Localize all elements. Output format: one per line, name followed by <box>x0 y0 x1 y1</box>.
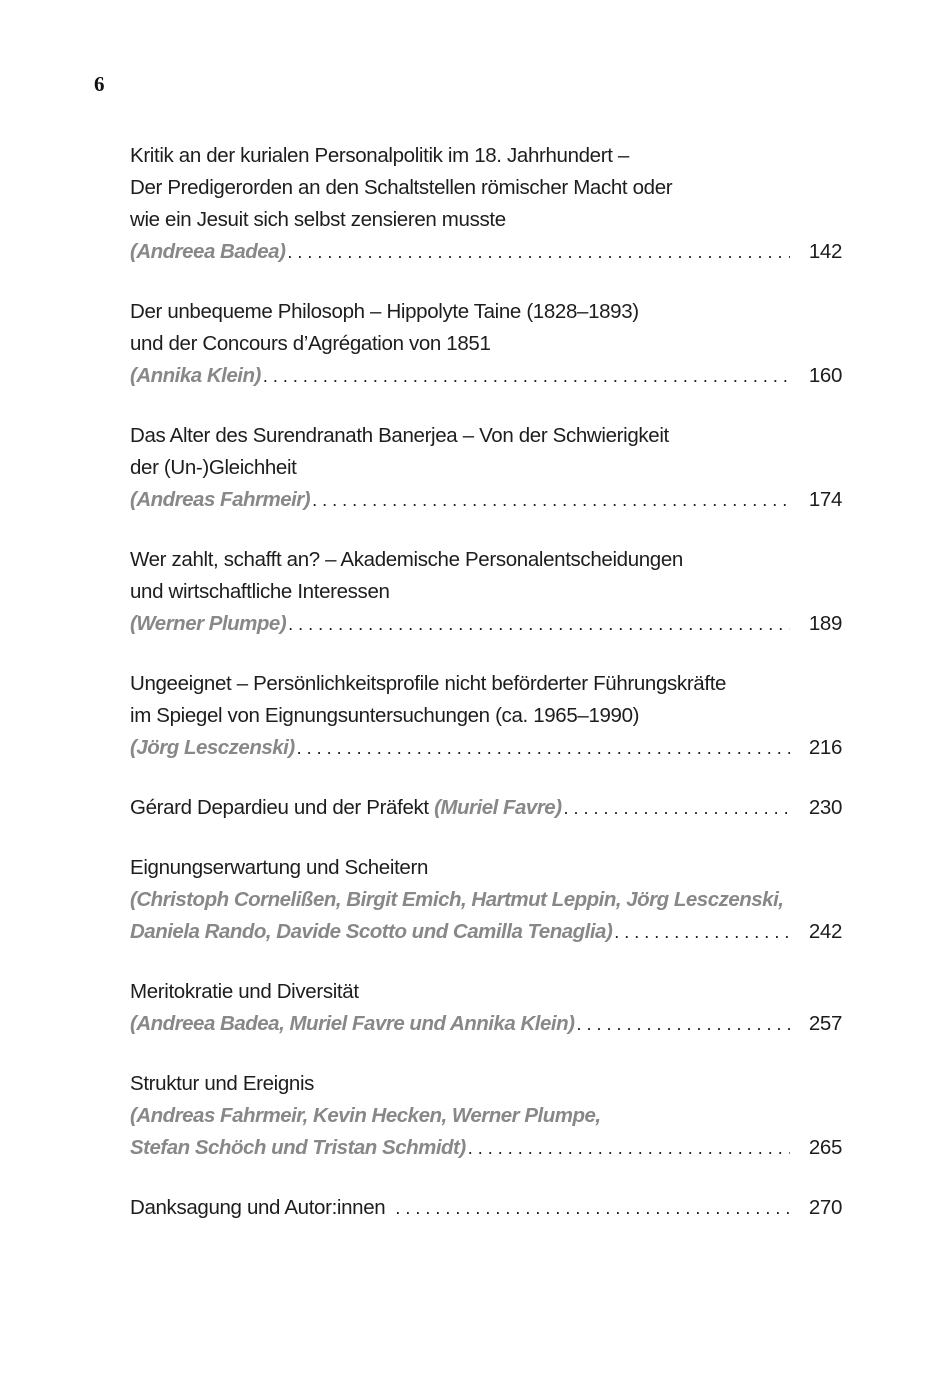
entry-author: (Andreea Badea) <box>130 240 286 263</box>
entry-page-number: 189 <box>808 612 842 635</box>
entry-title-line: und wirtschaftliche Interessen <box>130 580 390 603</box>
leader-dots <box>395 1192 790 1224</box>
entry-author: (Jörg Lesczenski) <box>130 736 295 759</box>
entry-author: (Andreea Badea, Muriel Favre und Annika Klein) <box>130 1012 575 1035</box>
leader-dots <box>312 484 790 516</box>
entry-page-number: 270 <box>808 1196 842 1219</box>
leader-dots <box>297 732 790 764</box>
entry-title-line: Ungeeignet – Persönlichkeitsprofile nicht beförderter Führungskräfte <box>130 672 727 695</box>
entry-title-line: und der Concours d’Agrégation von 1851 <box>130 332 491 355</box>
entry-title-line: der (Un-)Gleichheit <box>130 456 297 479</box>
entry-page-number: 242 <box>808 920 842 943</box>
entry-author-line: (Andreas Fahrmeir, Kevin Hecken, Werner Plumpe, <box>130 1104 601 1127</box>
entry-title-line: Wer zahlt, schafft an? – Akademische Personalentscheidungen <box>130 548 683 571</box>
entry-page-number: 216 <box>808 736 842 759</box>
toc-entry <box>130 1068 842 1164</box>
entry-title-line: Das Alter des Surendranath Banerjea – Von der Schwierigkeit <box>130 424 669 447</box>
leader-dots <box>287 236 790 268</box>
entry-author: (Werner Plumpe) <box>130 612 287 635</box>
entry-title-line: Der Predigerorden an den Schaltstellen römischer Macht oder <box>130 176 673 199</box>
leader-dots <box>468 1132 790 1164</box>
entry-title-line: Der unbequeme Philosoph – Hippolyte Taine (1828–1893) <box>130 300 639 323</box>
entry-final-line <box>130 1192 842 1224</box>
leader-dots <box>614 916 790 948</box>
toc-entry <box>130 792 842 824</box>
leader-dots <box>288 608 790 640</box>
entry-page-number: 174 <box>808 488 842 511</box>
entry-final-line <box>130 484 842 516</box>
entry-author: (Annika Klein) <box>130 364 261 387</box>
entry-final-line <box>130 916 842 948</box>
page-number: 6 <box>94 72 105 96</box>
entry-title-line: Struktur und Ereignis <box>130 1072 315 1095</box>
toc-entry <box>130 668 842 764</box>
entry-final-line <box>130 1132 842 1164</box>
leader-dots <box>263 360 790 392</box>
entry-page-number: 257 <box>808 1012 842 1035</box>
entry-title: Danksagung und Autor:innen <box>130 1196 386 1219</box>
entry-author: (Andreas Fahrmeir) <box>130 488 311 511</box>
entry-final-line <box>130 732 842 764</box>
entry-page-number: 160 <box>808 364 842 387</box>
entry-final-line <box>130 792 842 824</box>
entry-page-number: 265 <box>808 1136 842 1159</box>
entry-title: Gérard Depardieu und der Präfekt <box>130 796 435 819</box>
toc-entry <box>130 976 842 1040</box>
entry-final-line <box>130 1008 842 1040</box>
leader-dots <box>576 1008 790 1040</box>
entry-author: Daniela Rando, Davide Scotto und Camilla Tenaglia) <box>130 920 613 943</box>
entry-final-line <box>130 236 842 268</box>
entry-title-line: Eignungserwartung und Scheitern <box>130 856 428 879</box>
toc-entry <box>130 420 842 516</box>
entry-author: Stefan Schöch und Tristan Schmidt) <box>130 1136 466 1159</box>
entry-final-line <box>130 608 842 640</box>
entry-title-line: im Spiegel von Eignungsuntersuchungen (ca. 1965–1990) <box>130 704 640 727</box>
entry-title-line: Kritik an der kurialen Personalpolitik im 18. Jahrhundert – <box>130 144 629 167</box>
toc-entry <box>130 296 842 392</box>
entry-page-number: 230 <box>808 796 842 819</box>
leader-dots <box>564 792 790 824</box>
entry-final-line <box>130 360 842 392</box>
entry-title-line: Meritokratie und Diversität <box>130 980 359 1003</box>
entry-page-number: 142 <box>808 240 842 263</box>
table-of-contents <box>130 140 842 1252</box>
entry-author-line: (Christoph Cornelißen, Birgit Emich, Hartmut Leppin, Jörg Lesczenski, <box>130 888 784 911</box>
toc-entry <box>130 852 842 948</box>
entry-author: (Muriel Favre) <box>434 796 562 819</box>
toc-entry <box>130 1192 842 1224</box>
toc-entry <box>130 544 842 640</box>
entry-title-line: wie ein Jesuit sich selbst zensieren musste <box>130 208 506 231</box>
toc-entry <box>130 140 842 268</box>
